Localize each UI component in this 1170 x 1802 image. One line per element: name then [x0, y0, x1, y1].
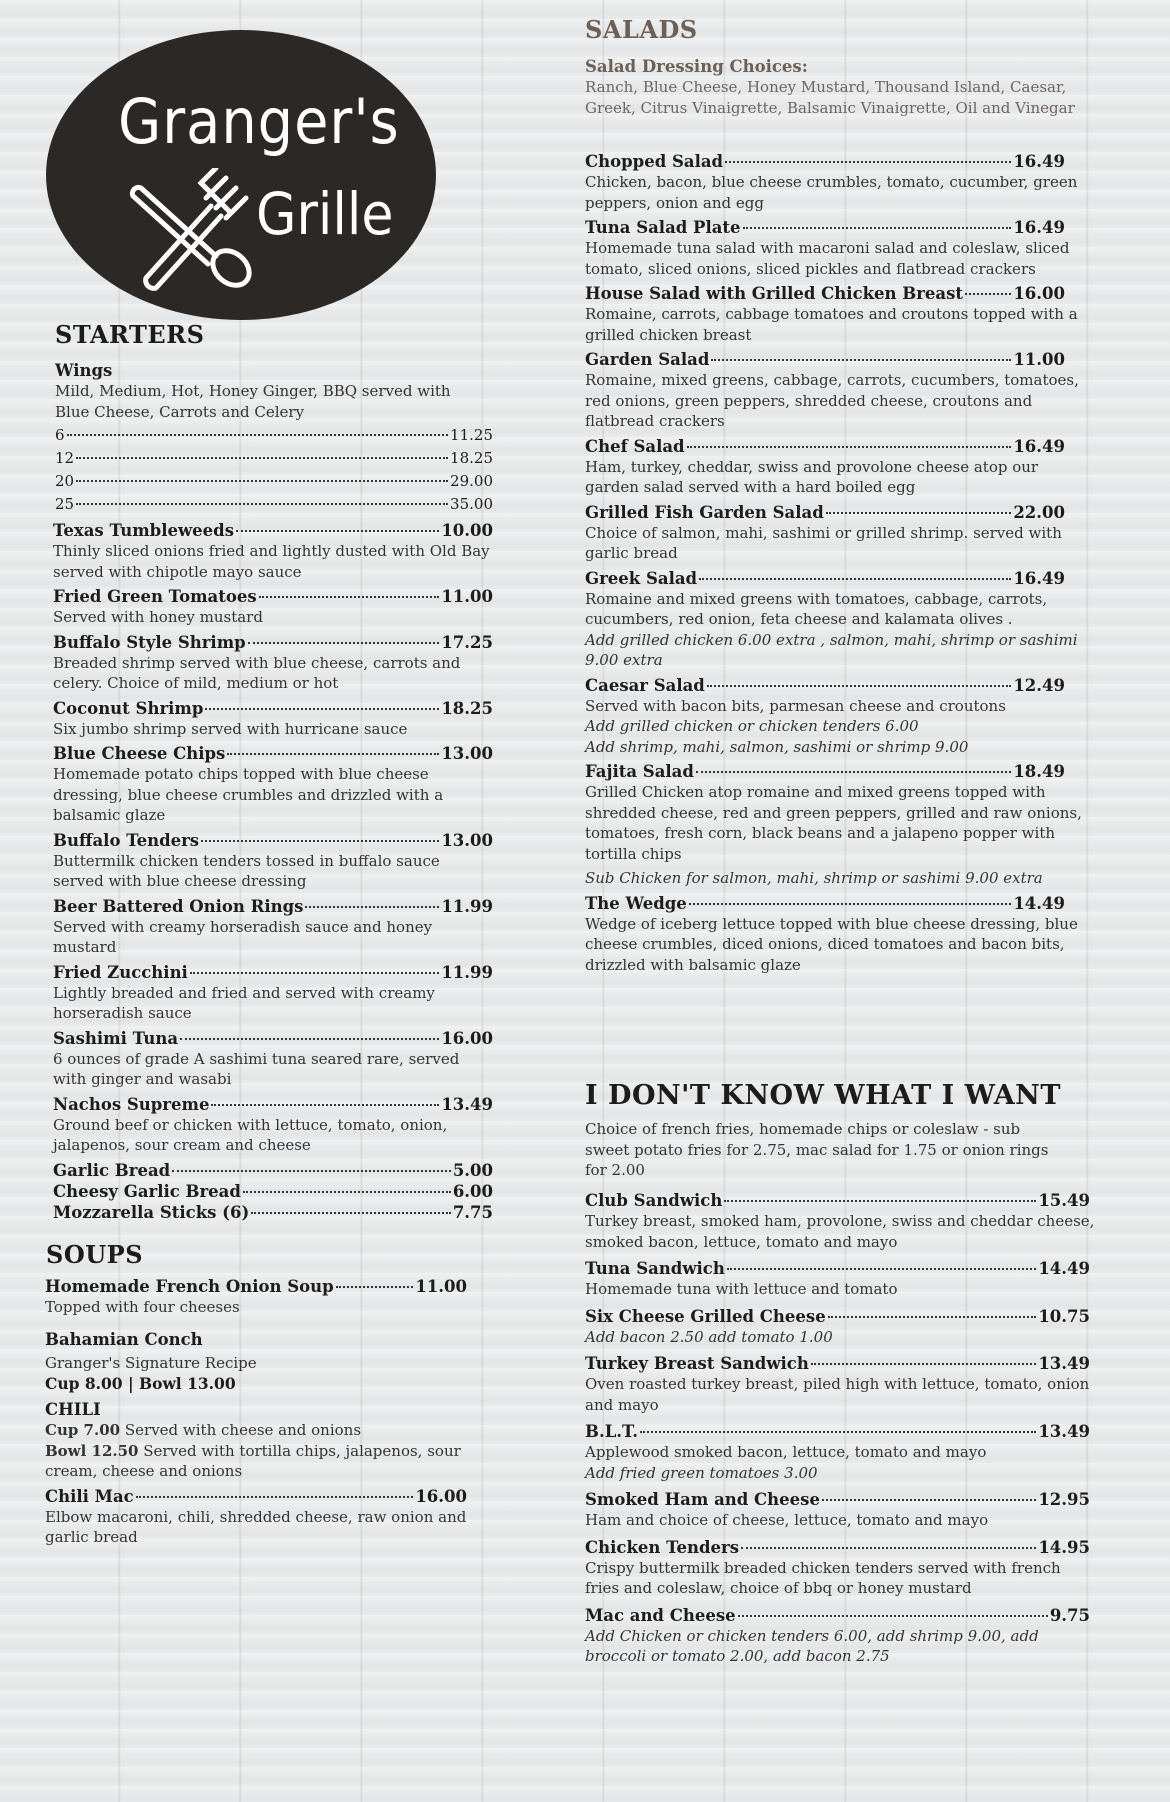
- dot-leader: [211, 1104, 439, 1106]
- menu-item-row: [53, 962, 493, 983]
- starters-title: STARTERS: [55, 320, 205, 349]
- item-price: 11.25: [450, 426, 493, 444]
- salads-title: SALADS: [585, 15, 698, 44]
- dot-leader: [741, 1547, 1036, 1549]
- item-name: Texas Tumbleweeds: [53, 521, 234, 540]
- item-name: Chopped Salad: [585, 152, 724, 171]
- dot-leader: [725, 161, 1011, 163]
- item-price: 6.00: [452, 1181, 493, 1201]
- dot-leader: [136, 1496, 414, 1498]
- logo-line1: Granger's: [118, 85, 400, 158]
- menu-item-row: [585, 1258, 1090, 1279]
- item-price: 12.49: [1013, 675, 1065, 695]
- dot-leader: [259, 596, 440, 598]
- dot-leader: [236, 530, 439, 532]
- dot-leader: [190, 972, 440, 974]
- menu-item-row: [53, 830, 493, 851]
- item-desc: Ham, turkey, cheddar, swiss and provolone cheese atop our garden salad served with a hard boiled egg: [585, 457, 1039, 496]
- item-desc: Grilled Chicken atop romaine and mixed greens topped with shredded cheese, red and green peppers, grilled and raw onions, tomatoes, fresh corn, black beans and a jalapeno popper with tortilla chips: [585, 783, 1082, 863]
- starter-item: [53, 1181, 493, 1202]
- dressing-list: Ranch, Blue Cheese, Honey Mustard, Thousand Island, Caesar, Greek, Citrus Vinaigrette, Balsamic Vinaigrette, Oil and Vinegar: [585, 78, 1075, 117]
- menu-item-row: [53, 1094, 493, 1115]
- starter-item: [53, 1094, 493, 1156]
- item-name: Turkey Breast Sandwich: [585, 1354, 809, 1373]
- wings-size-row: [55, 425, 493, 446]
- dot-leader: [711, 359, 1011, 361]
- salad-item: [585, 568, 1095, 671]
- starter-item: [53, 632, 493, 694]
- chili-mac-row: [45, 1486, 467, 1507]
- sandwich-item: [585, 1258, 1095, 1300]
- item-desc: Served with bacon bits, parmesan cheese and croutons: [585, 696, 1006, 715]
- item-desc: Buttermilk chicken tenders tossed in buffalo sauce served with blue cheese dressing: [53, 851, 440, 890]
- item-name: Cheesy Garlic Bread: [53, 1181, 241, 1201]
- item-name: Homemade French Onion Soup: [45, 1277, 334, 1296]
- dot-leader: [707, 685, 1011, 687]
- dressing-title: Salad Dressing Choices:: [585, 57, 808, 76]
- item-desc: Ground beef or chicken with lettuce, tomato, onion, jalapenos, sour cream and cheese: [53, 1115, 448, 1154]
- menu-item-row: [585, 502, 1065, 523]
- item-desc: Served with honey mustard: [53, 608, 263, 626]
- starter-item: [53, 830, 493, 892]
- item-name: Garden Salad: [585, 350, 710, 369]
- item-price: 9.75: [1049, 1605, 1090, 1625]
- item-price: 35.00: [450, 495, 493, 513]
- item-price: 16.49: [1013, 218, 1065, 237]
- item-name: Fried Green Tomatoes: [53, 587, 257, 606]
- chili-bowl: [45, 1441, 465, 1482]
- item-price: 11.99: [441, 962, 493, 982]
- item-desc: Add grilled chicken or chicken tenders 6.00: [585, 717, 919, 735]
- item-name: Garlic Bread: [53, 1160, 171, 1180]
- wings-size-row: [55, 471, 493, 492]
- chili-cup-desc: Served with cheese and onions: [124, 1421, 362, 1439]
- chili-name: CHILI: [45, 1400, 101, 1419]
- dot-leader: [699, 578, 1011, 580]
- chili-bowl-price: Bowl 12.50: [45, 1441, 139, 1460]
- item-desc: Thinly sliced onions fried and lightly dusted with Old Bay served with chipotle mayo sauce: [53, 542, 490, 581]
- sandwich-item: [585, 1190, 1095, 1252]
- item-desc: Homemade tuna with lettuce and tomato: [585, 1280, 898, 1298]
- item-price: 14.49: [1013, 893, 1065, 913]
- conch-prices: Cup 8.00 | Bowl 13.00: [45, 1374, 236, 1393]
- item-name: Grilled Fish Garden Salad: [585, 502, 824, 522]
- wings-item: [55, 360, 493, 422]
- sandwich-item: [585, 1537, 1095, 1599]
- item-price: 12.95: [1038, 1490, 1090, 1509]
- item-price: 16.00: [415, 1486, 467, 1506]
- idk-list: [585, 1190, 1095, 1673]
- logo-line2: Grille: [256, 180, 394, 248]
- item-desc: Topped with four cheeses: [45, 1298, 240, 1316]
- item-desc: Add Chicken or chicken tenders 6.00, add shrimp 9.00, add broccoli or tomato 2.00, add bacon 2.75: [585, 1626, 1039, 1665]
- idk-intro: Choice of french fries, homemade chips or coleslaw - sub sweet potato fries for 2.75, mac salad for 1.75 or onion rings for 2.00: [585, 1120, 1049, 1179]
- salad-item: [585, 893, 1095, 976]
- idk-title-wrap: [585, 1080, 1061, 1111]
- wings-name: Wings: [55, 361, 113, 380]
- chili-cup-price: Cup 7.00: [45, 1421, 121, 1439]
- item-name: Tuna Sandwich: [585, 1259, 725, 1278]
- french-onion-row: [45, 1276, 467, 1297]
- item-price: 5.00: [452, 1160, 493, 1180]
- item-name: Mac and Cheese: [585, 1605, 736, 1625]
- item-name: Buffalo Style Shrimp: [53, 632, 246, 652]
- item-name: 20: [55, 472, 75, 490]
- item-name: Chef Salad: [585, 436, 685, 456]
- item-price: 13.00: [441, 830, 493, 850]
- chili-bowl-desc: Served with tortilla chips, jalapenos, sour cream, cheese and onions: [45, 1441, 461, 1480]
- item-name: Chicken Tenders: [585, 1537, 740, 1557]
- item-name: Beer Battered Onion Rings: [53, 896, 304, 916]
- fork-spoon-icon: [116, 168, 266, 298]
- item-name: Nachos Supreme: [53, 1094, 210, 1114]
- dot-leader: [67, 434, 449, 436]
- soups-title: SOUPS: [46, 1240, 144, 1269]
- dot-leader: [727, 1268, 1036, 1270]
- chili-cup: [45, 1420, 491, 1441]
- menu-item-row: [585, 1605, 1090, 1626]
- item-desc: Breaded shrimp served with blue cheese, carrots and celery. Choice of mild, medium or hot: [53, 653, 461, 692]
- item-desc: Sub Chicken for salmon, mahi, shrimp or sashimi 9.00 extra: [585, 869, 1043, 887]
- item-desc: 6 ounces of grade A sashimi tuna seared rare, served with ginger and wasabi: [53, 1049, 460, 1088]
- dot-leader: [227, 753, 439, 755]
- sandwich-item: [585, 1489, 1095, 1531]
- item-name: Blue Cheese Chips: [53, 744, 226, 763]
- starter-item: [53, 1160, 493, 1181]
- soups-list: [45, 1276, 491, 1548]
- dot-leader: [336, 1286, 414, 1288]
- item-desc: Homemade potato chips topped with blue cheese dressing, blue cheese crumbles and drizzled with a balsamic glaze: [53, 765, 444, 824]
- menu-item-row: [585, 568, 1065, 589]
- dot-leader: [243, 1191, 451, 1193]
- menu-item-row: [53, 1028, 493, 1049]
- menu-item-row: [585, 675, 1065, 696]
- item-desc: Six jumbo shrimp served with hurricane sauce: [53, 719, 408, 738]
- menu-item-row: [53, 896, 493, 917]
- item-price: 16.49: [1013, 436, 1065, 456]
- dot-leader: [965, 293, 1011, 295]
- dot-leader: [828, 1316, 1037, 1318]
- item-name: Six Cheese Grilled Cheese: [585, 1306, 826, 1326]
- dot-leader: [251, 1212, 451, 1214]
- item-name: Coconut Shrimp: [53, 698, 204, 718]
- dot-leader: [76, 457, 448, 459]
- item-desc: Ham and choice of cheese, lettuce, tomato and mayo: [585, 1511, 989, 1529]
- dot-leader: [205, 708, 439, 710]
- item-desc: Add grilled chicken 6.00 extra , salmon, mahi, shrimp or sashimi 9.00 extra: [585, 630, 1078, 669]
- dot-leader: [201, 840, 439, 842]
- salad-item: [585, 436, 1095, 498]
- menu-item-row: [53, 1160, 493, 1181]
- dot-leader: [738, 1615, 1048, 1617]
- dot-leader: [76, 480, 448, 482]
- item-desc: Elbow macaroni, chili, shredded cheese, raw onion and garlic bread: [45, 1507, 467, 1546]
- restaurant-logo: [46, 30, 436, 320]
- item-name: 6: [55, 426, 65, 444]
- dot-leader: [696, 771, 1011, 773]
- dot-leader: [172, 1170, 451, 1172]
- wings-desc: Mild, Medium, Hot, Honey Ginger, BBQ served with Blue Cheese, Carrots and Celery: [55, 382, 451, 421]
- item-price: 11.99: [441, 896, 493, 916]
- item-name: House Salad with Grilled Chicken Breast: [585, 284, 964, 303]
- item-price: 18.25: [441, 698, 493, 718]
- starters-list: [53, 520, 493, 1223]
- dressing-block: [585, 56, 1095, 118]
- salad-item: [585, 217, 1095, 279]
- dot-leader: [687, 446, 1012, 448]
- item-name: Club Sandwich: [585, 1191, 723, 1210]
- starter-item: [53, 962, 493, 1024]
- item-name: Fried Zucchini: [53, 962, 188, 982]
- item-desc: Served with creamy horseradish sauce and honey mustard: [53, 917, 433, 956]
- conch-name: Bahamian Conch: [45, 1329, 203, 1349]
- item-desc: Oven roasted turkey breast, piled high with lettuce, tomato, onion and mayo: [585, 1375, 1090, 1414]
- dot-leader: [724, 1200, 1036, 1202]
- item-price: 22.00: [1013, 502, 1065, 522]
- starter-item: [53, 520, 493, 582]
- item-price: 7.75: [452, 1202, 493, 1222]
- item-price: 13.49: [1038, 1422, 1090, 1441]
- dot-leader: [811, 1363, 1036, 1365]
- wings-size-list: [55, 425, 493, 517]
- sandwich-item: [585, 1421, 1095, 1483]
- item-name: Caesar Salad: [585, 675, 705, 695]
- item-price: 14.49: [1038, 1259, 1090, 1278]
- item-desc: Crispy buttermilk breaded chicken tenders served with french fries and coleslaw, choice of bbq or honey mustard: [585, 1558, 1061, 1597]
- item-price: 11.00: [415, 1277, 467, 1296]
- item-name: The Wedge: [585, 893, 687, 913]
- menu-item-row: [585, 1537, 1090, 1558]
- salad-item: [585, 761, 1095, 889]
- item-desc: Applewood smoked bacon, lettuce, tomato and mayo: [585, 1443, 987, 1461]
- item-price: 15.49: [1038, 1191, 1090, 1210]
- dot-leader: [743, 227, 1012, 229]
- idk-title: I DON'T KNOW WHAT I WANT: [585, 1080, 1061, 1111]
- item-name: Buffalo Tenders: [53, 830, 200, 850]
- item-desc: Add shrimp, mahi, salmon, sashimi or shrimp 9.00: [585, 737, 969, 756]
- dot-leader: [76, 503, 448, 505]
- item-name: 25: [55, 495, 75, 513]
- menu-item-row: [53, 1181, 493, 1202]
- dot-leader: [640, 1431, 1036, 1433]
- item-desc: Add fried green tomatoes 3.00: [585, 1463, 818, 1482]
- item-price: 10.00: [441, 521, 493, 540]
- item-name: Fajita Salad: [585, 762, 694, 781]
- starter-item: [53, 743, 493, 826]
- item-desc: Turkey breast, smoked ham, provolone, swiss and cheddar cheese, smoked bacon, lettuce, tomato and mayo: [585, 1212, 1095, 1251]
- sandwich-item: [585, 1306, 1095, 1348]
- item-price: 17.25: [441, 632, 493, 652]
- menu-item-row: [585, 1306, 1090, 1327]
- menu-item-row: [585, 283, 1065, 304]
- starter-item: [53, 586, 493, 628]
- sandwich-item: [585, 1353, 1095, 1415]
- menu-item-row: [585, 761, 1065, 782]
- dot-leader: [305, 906, 439, 908]
- item-name: Smoked Ham and Cheese: [585, 1490, 820, 1509]
- menu-item-row: [585, 1489, 1090, 1510]
- menu-item-row: [585, 1353, 1090, 1374]
- item-name: Greek Salad: [585, 568, 698, 588]
- wings-size-row: [55, 448, 493, 469]
- menu-item-row: [585, 1190, 1090, 1211]
- starter-item: [53, 1202, 493, 1223]
- item-name: Tuna Salad Plate: [585, 218, 741, 237]
- item-desc: Homemade tuna salad with macaroni salad and coleslaw, sliced tomato, sliced onions, sliced pickles and flatbread crackers: [585, 239, 1070, 278]
- item-price: 16.00: [441, 1028, 493, 1048]
- dot-leader: [180, 1038, 439, 1040]
- item-price: 18.25: [450, 449, 493, 467]
- menu-item-row: [53, 520, 493, 541]
- menu-item-row: [53, 743, 493, 764]
- item-price: 13.49: [1038, 1354, 1090, 1373]
- item-price: 29.00: [450, 472, 493, 490]
- item-price: 10.75: [1038, 1306, 1090, 1326]
- dot-leader: [826, 512, 1012, 514]
- sandwich-item: [585, 1605, 1095, 1667]
- conch-desc: Granger's Signature Recipe: [45, 1353, 257, 1372]
- salad-item: [585, 349, 1095, 432]
- item-name: B.L.T.: [585, 1422, 638, 1441]
- item-desc: Romaine and mixed greens with tomatoes, cabbage, carrots, cucumbers, red onion, feta cheese and kalamata olives .: [585, 589, 1048, 628]
- starter-item: [53, 698, 493, 740]
- item-price: 16.49: [1013, 568, 1065, 588]
- dot-leader: [248, 642, 440, 644]
- menu-item-row: [53, 698, 493, 719]
- item-price: 16.00: [1013, 284, 1065, 303]
- menu-item-row: [585, 151, 1065, 172]
- dot-leader: [689, 903, 1012, 905]
- salad-item: [585, 283, 1095, 345]
- item-price: 18.49: [1013, 762, 1065, 781]
- item-desc: Choice of salmon, mahi, sashimi or grilled shrimp. served with garlic bread: [585, 523, 1062, 562]
- item-name: Mozzarella Sticks (6): [53, 1202, 250, 1222]
- item-price: 11.00: [1013, 350, 1065, 369]
- salad-item: [585, 675, 1095, 758]
- salads-list: [585, 151, 1095, 979]
- menu-item-row: [585, 1421, 1090, 1442]
- item-desc: Lightly breaded and fried and served with creamy horseradish sauce: [53, 983, 435, 1022]
- salad-item: [585, 151, 1095, 213]
- wings-size-row: [55, 494, 493, 515]
- starter-item: [53, 896, 493, 958]
- item-desc: Chicken, bacon, blue cheese crumbles, tomato, cucumber, green peppers, onion and egg: [585, 173, 1078, 212]
- item-name: Sashimi Tuna: [53, 1028, 179, 1048]
- menu-item-row: [53, 632, 493, 653]
- menu-item-row: [585, 893, 1065, 914]
- dot-leader: [822, 1499, 1036, 1501]
- menu-item-row: [585, 349, 1065, 370]
- item-desc: Romaine, carrots, cabbage tomatoes and croutons topped with a grilled chicken breast: [585, 305, 1078, 344]
- salad-item: [585, 502, 1095, 564]
- item-desc: Wedge of iceberg lettuce topped with blue cheese dressing, blue cheese crumbles, diced onions, diced tomatoes and bacon bits, drizzled with balsamic glaze: [585, 914, 1078, 974]
- item-desc: Add bacon 2.50 add tomato 1.00: [585, 1327, 833, 1346]
- item-name: Chili Mac: [45, 1486, 134, 1506]
- menu-item-row: [53, 586, 493, 607]
- starter-item: [53, 1028, 493, 1090]
- menu-item-row: [585, 436, 1065, 457]
- item-price: 13.49: [441, 1094, 493, 1114]
- item-price: 16.49: [1013, 152, 1065, 171]
- menu-item-row: [53, 1202, 493, 1223]
- item-price: 11.00: [441, 587, 493, 606]
- item-price: 14.95: [1038, 1537, 1090, 1557]
- item-price: 13.00: [441, 744, 493, 763]
- menu-item-row: [585, 217, 1065, 238]
- item-name: 12: [55, 449, 75, 467]
- item-desc: Romaine, mixed greens, cabbage, carrots, cucumbers, tomatoes, red onions, green peppers, shredded cheese, croutons and flatbread crackers: [585, 371, 1079, 430]
